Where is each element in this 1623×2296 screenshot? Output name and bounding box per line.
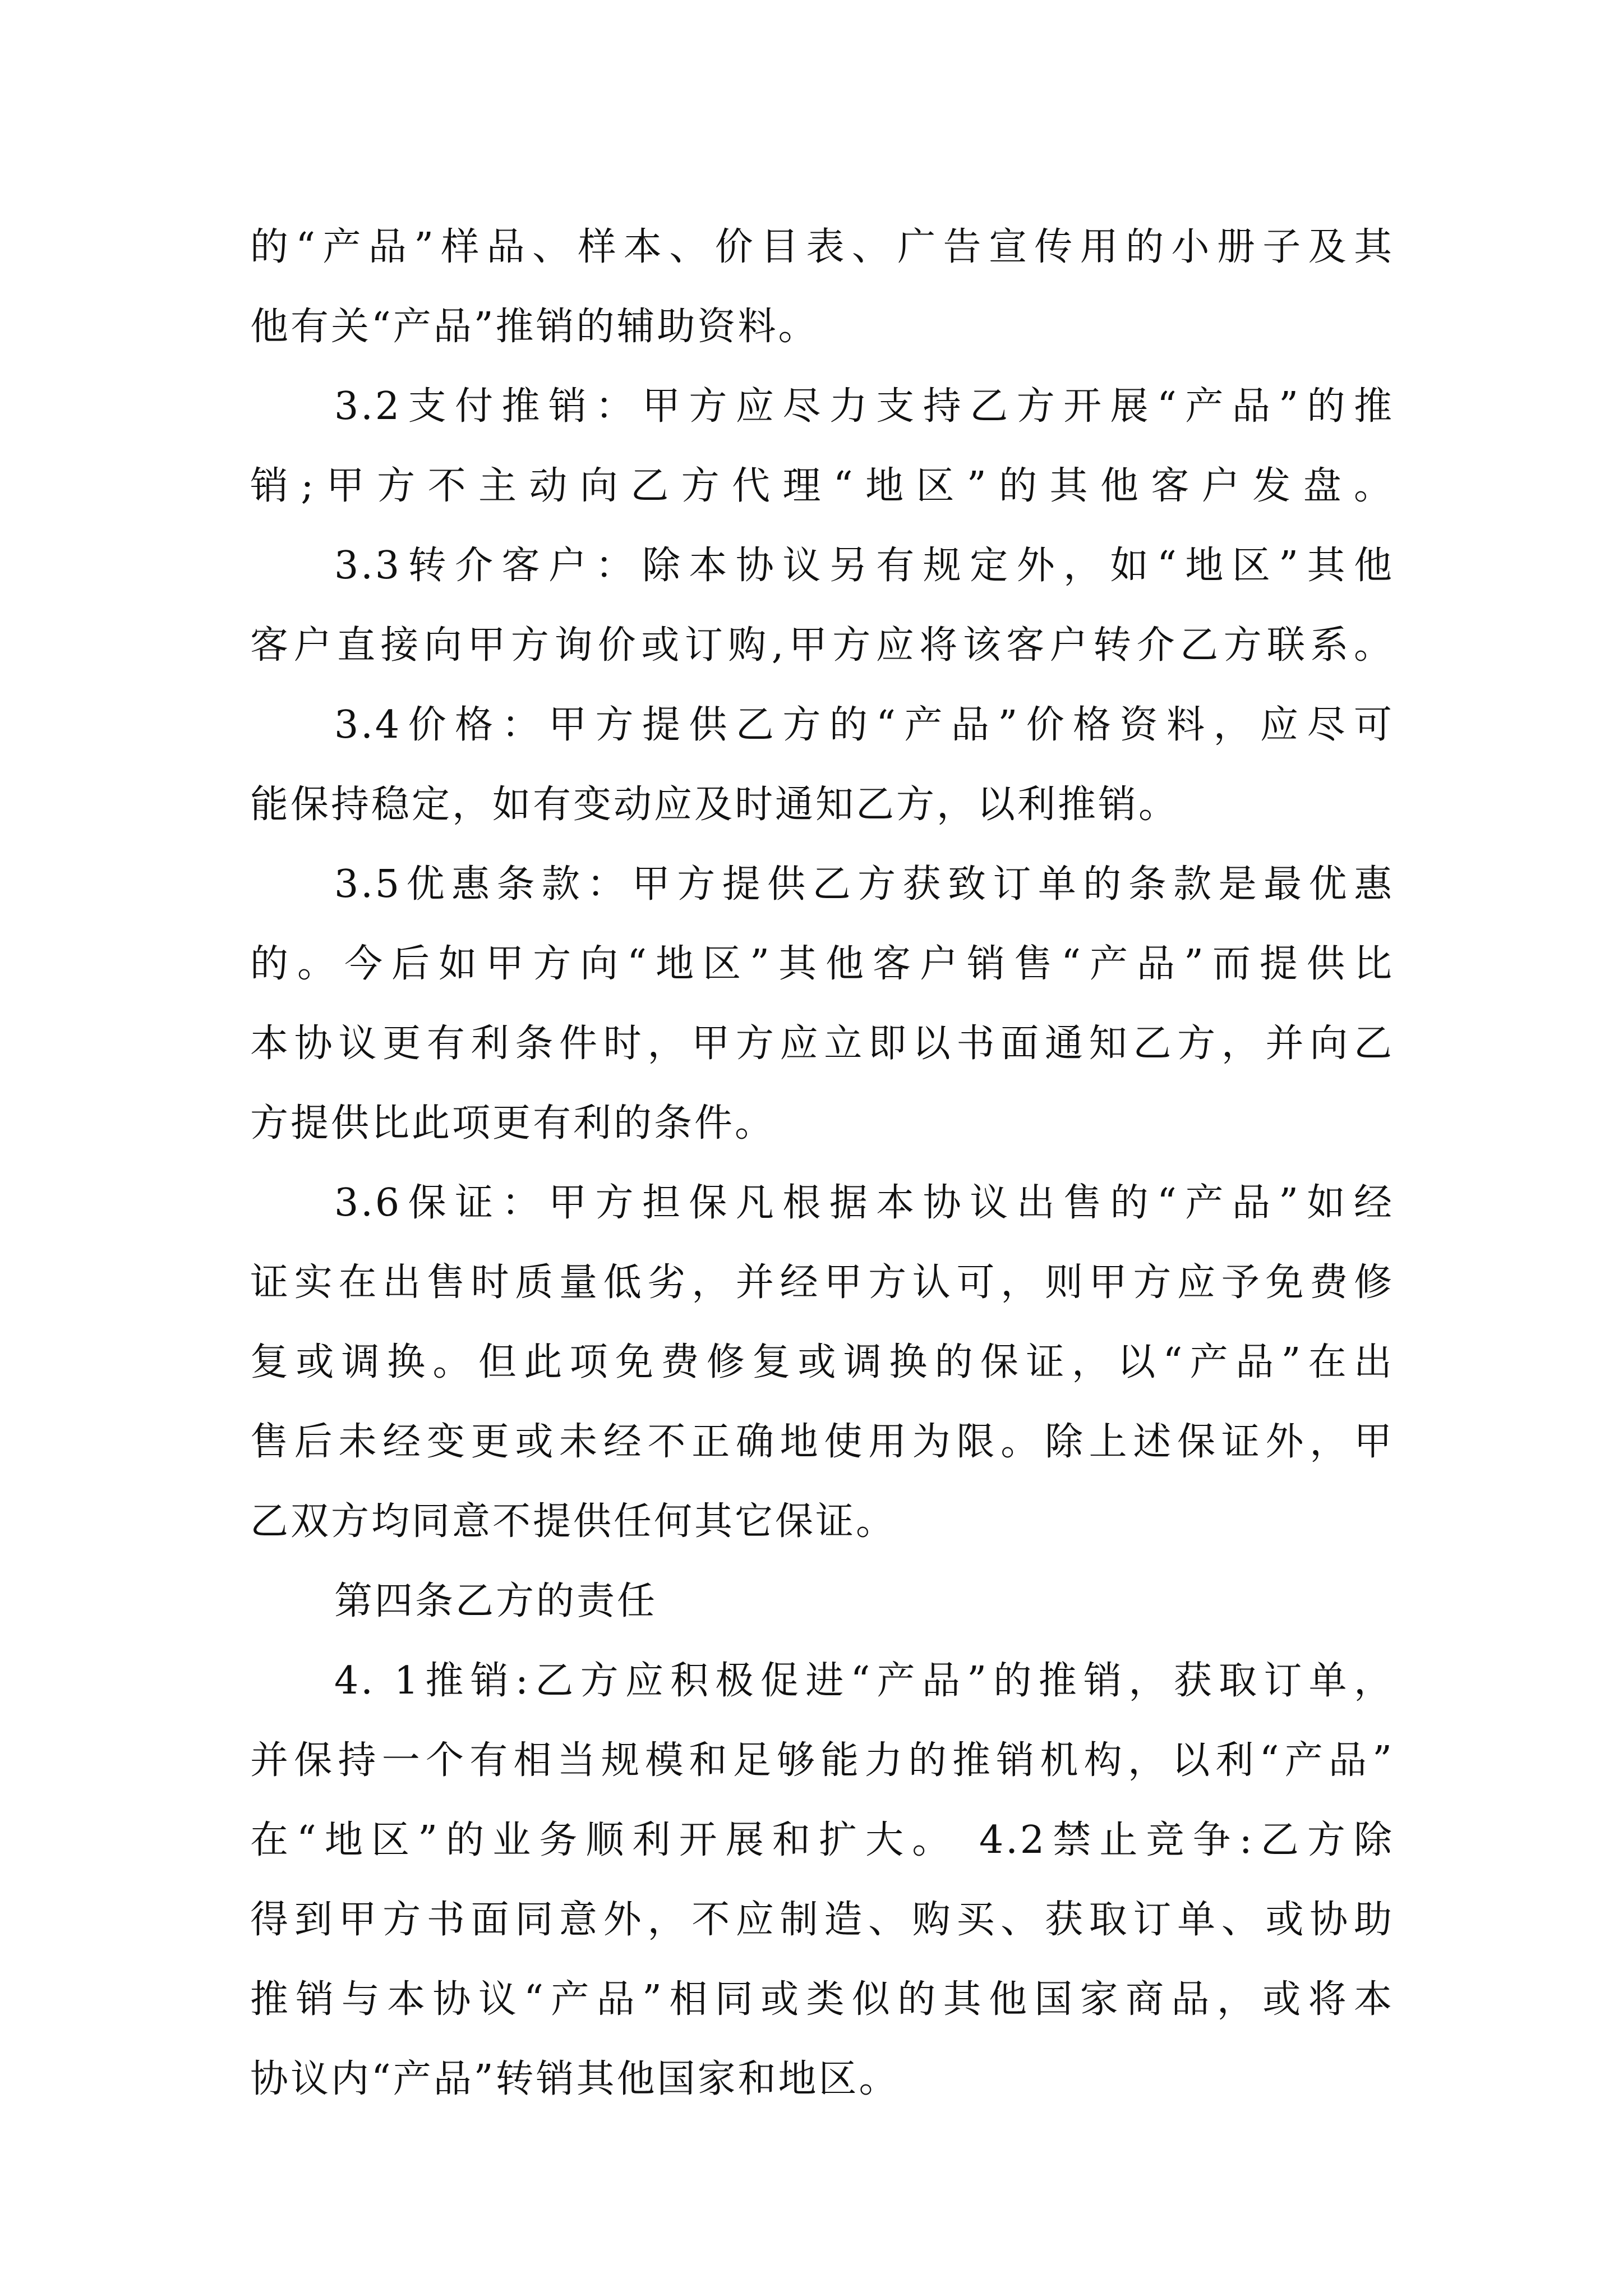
text-line: 销;甲方不主动向乙方代理“地区”的其他客户发盘。 (250, 464, 1394, 508)
text-line: 3.3转介客户：除本协议另有规定外，如“地区”其他 (334, 544, 1394, 588)
text-line: 能保持稳定，如有变动应及时通知乙方，以利推销。 (250, 783, 1179, 827)
text-line: 在“地区”的业务顺利开展和扩大。 4.2禁止竞争:乙方除 (250, 1818, 1394, 1862)
text-line: 他有关“产品”推销的辅助资料。 (250, 305, 819, 349)
text-line: 3.4价格：甲方提供乙方的“产品”价格资料，应尽可 (334, 703, 1394, 747)
text-line: 推销与本协议“产品”相同或类似的其他国家商品，或将本 (250, 1977, 1394, 2022)
text-line: 3.2支付推销：甲方应尽力支持乙方开展“产品”的推 (334, 384, 1394, 429)
text-line: 证实在出售时质量低劣，并经甲方认可，则甲方应予免费修 (250, 1260, 1394, 1305)
text-line: 4. 1推销:乙方应积极促进“产品”的推销，获取订单， (334, 1659, 1394, 1703)
text-line: 协议内“产品”转销其他国家和地区。 (250, 2057, 900, 2101)
text-line: 乙双方均同意不提供任何其它保证。 (250, 1499, 897, 1544)
text-line: 得到甲方书面同意外，不应制造、购买、获取订单、或协助 (250, 1898, 1394, 1942)
text-line: 3.6保证：甲方担保凡根据本协议出售的“产品”如经 (334, 1181, 1394, 1225)
text-line: 方提供比此项更有利的条件。 (250, 1101, 776, 1145)
text-line: 的“产品”样品、样本、价目表、广告宣传用的小册子及其 (250, 225, 1394, 269)
text-line: 并保持一个有相当规模和足够能力的推销机构，以利“产品” (250, 1738, 1394, 1783)
text-line: 的。今后如甲方向“地区”其他客户销售“产品”而提供比 (250, 942, 1394, 986)
text-line: 3.5优惠条款：甲方提供乙方获致订单的条款是最优惠 (334, 862, 1394, 907)
text-line: 本协议更有利条件时，甲方应立即以书面通知乙方，并向乙 (250, 1022, 1394, 1066)
document-body (250, 208, 1394, 2119)
text-line: 客户直接向甲方询价或订购,甲方应将该客户转介乙方联系。 (250, 623, 1394, 668)
section-heading: 第四条乙方的责任 (334, 1579, 658, 1623)
text-line: 售后未经变更或未经不正确地使用为限。除上述保证外，甲 (250, 1420, 1394, 1464)
text-line: 复或调换。但此项免费修复或调换的保证，以“产品”在出 (250, 1340, 1394, 1384)
